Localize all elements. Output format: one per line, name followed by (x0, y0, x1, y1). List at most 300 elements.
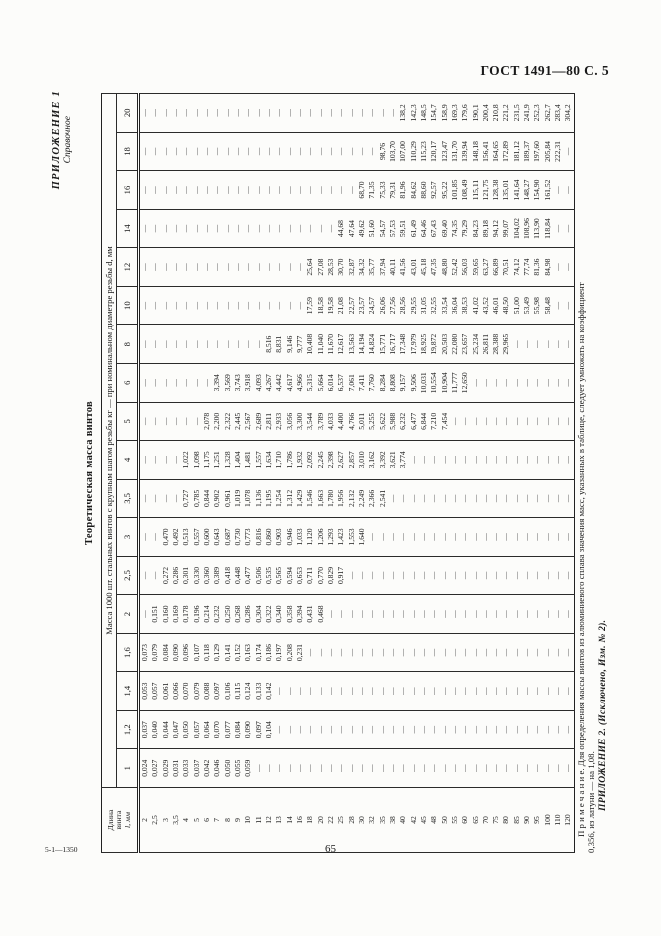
mass-cell: 7,454 (440, 402, 450, 441)
mass-cell: 1,098 (192, 441, 202, 480)
mass-cell: — (254, 132, 264, 171)
mass-cell: — (181, 325, 191, 364)
print-code: 5-1—1350 (45, 845, 78, 854)
mass-cell: — (254, 248, 264, 287)
mass-cell: — (285, 749, 295, 788)
mass-cell: 27,56 (388, 286, 398, 325)
mass-cell: — (171, 209, 181, 248)
mass-cell: — (171, 286, 181, 325)
mass-cell: 0,330 (192, 556, 202, 595)
mass-cell: — (563, 749, 574, 788)
mass-cell: 0,903 (274, 518, 284, 557)
mass-cell: 2,366 (367, 479, 377, 518)
mass-cell: 0,272 (161, 556, 171, 595)
mass-cell: 0,492 (171, 518, 181, 557)
mass-cell: 222,31 (553, 132, 563, 171)
mass-cell: — (139, 209, 151, 248)
mass-cell: 108,96 (522, 209, 532, 248)
mass-cell: — (264, 171, 274, 210)
mass-cell: — (192, 248, 202, 287)
mass-cell: 0,142 (264, 672, 274, 711)
mass-cell: 59,51 (398, 209, 408, 248)
mass-cell: 104,02 (512, 209, 522, 248)
mass-cell: — (367, 518, 377, 557)
mass-cell: 29,965 (501, 325, 511, 364)
mass-cell: — (543, 363, 553, 402)
mass-cell: 9,157 (398, 363, 408, 402)
mass-cell: 79,29 (460, 209, 470, 248)
mass-cell: — (471, 479, 481, 518)
mass-cell: 46,01 (491, 286, 501, 325)
mass-cell: 1,481 (243, 441, 253, 480)
mass-cell: — (398, 710, 408, 749)
mass-cell: — (378, 94, 388, 133)
mass-cell: — (347, 171, 357, 210)
mass-cell: — (460, 441, 470, 480)
mass-cell: 84,98 (543, 248, 553, 287)
table-row (532, 94, 542, 853)
mass-cell: 101,85 (450, 171, 460, 210)
mass-cell: — (512, 749, 522, 788)
mass-cell: — (563, 672, 574, 711)
mass-cell: — (409, 518, 419, 557)
diameter-header-cell: 3 (117, 518, 139, 557)
mass-cell: 32,87 (347, 248, 357, 287)
table-row (139, 94, 151, 853)
mass-cell: 0,358 (285, 595, 295, 634)
mass-cell: — (305, 710, 315, 749)
mass-cell: — (398, 595, 408, 634)
mass-cell: 0,077 (223, 710, 233, 749)
mass-cell: — (440, 749, 450, 788)
mass-cell: — (419, 595, 429, 634)
mass-cell: — (512, 672, 522, 711)
mass-cell: — (202, 171, 212, 210)
mass-cell: 1,663 (316, 479, 326, 518)
mass-cell: 0,053 (139, 672, 151, 711)
mass-cell: 115,23 (419, 132, 429, 171)
mass-cell: — (553, 633, 563, 672)
mass-cell: — (274, 209, 284, 248)
mass-cell: 161,52 (543, 171, 553, 210)
mass-cell: 0,829 (326, 556, 336, 595)
mass-cell: 99,07 (501, 209, 511, 248)
mass-cell: 2,933 (274, 402, 284, 441)
table-row (316, 94, 326, 853)
mass-cell: — (347, 710, 357, 749)
mass-cell: — (305, 749, 315, 788)
mass-cell: — (139, 171, 151, 210)
mass-cell: — (553, 209, 563, 248)
mass-cell: 108,49 (460, 171, 470, 210)
mass-cell: — (388, 518, 398, 557)
mass-cell: — (367, 633, 377, 672)
mass-cell: 121,75 (481, 171, 491, 210)
mass-cell: 148,27 (522, 171, 532, 210)
mass-cell: — (388, 672, 398, 711)
mass-cell: — (501, 672, 511, 711)
mass-cell: 0,389 (212, 556, 222, 595)
mass-cell: — (336, 132, 346, 171)
mass-cell: 75,33 (378, 171, 388, 210)
mass-cell: — (316, 209, 326, 248)
mass-cell: — (460, 556, 470, 595)
mass-cell: — (481, 595, 491, 634)
mass-table (101, 93, 575, 853)
mass-cell: — (139, 132, 151, 171)
mass-cell: 0,152 (233, 633, 243, 672)
mass-cell: 113,90 (532, 209, 542, 248)
mass-cell: — (274, 749, 284, 788)
mass-cell: 0,340 (274, 595, 284, 634)
mass-cell: — (233, 286, 243, 325)
mass-cell: 7,061 (347, 363, 357, 402)
mass-cell: 154,7 (429, 94, 439, 133)
mass-cell: 0,600 (202, 518, 212, 557)
mass-cell: — (264, 132, 274, 171)
mass-cell: — (543, 402, 553, 441)
mass-cell: 0,070 (212, 710, 222, 749)
mass-cell: — (532, 749, 542, 788)
mass-cell: — (367, 749, 377, 788)
mass-cell: — (563, 402, 574, 441)
mass-cell: — (553, 710, 563, 749)
mass-cell: 8,516 (264, 325, 274, 364)
footnote-line2: 0,356, из латуни — на 1,08. (585, 751, 596, 853)
mass-cell: 0,860 (264, 518, 274, 557)
mass-cell: — (171, 325, 181, 364)
length-row-header: 10 (243, 788, 253, 853)
mass-cell: 0,124 (243, 672, 253, 711)
mass-cell: — (553, 672, 563, 711)
mass-cell: — (398, 633, 408, 672)
diameter-header-cell: 8 (117, 325, 139, 364)
mass-cell: — (378, 595, 388, 634)
mass-cell: — (295, 749, 305, 788)
mass-cell: — (532, 325, 542, 364)
mass-cell: 0,042 (202, 749, 212, 788)
mass-cell: — (223, 325, 233, 364)
length-row-header: 50 (440, 788, 450, 853)
appendix-1-block (51, 90, 73, 189)
mass-cell: — (161, 94, 171, 133)
mass-cell: 0,513 (181, 518, 191, 557)
mass-cell: — (336, 171, 346, 210)
diameter-header-cell: 5 (117, 402, 139, 441)
mass-cell: — (139, 363, 151, 402)
mass-cell: — (274, 672, 284, 711)
mass-cell: — (563, 248, 574, 287)
mass-cell: — (481, 402, 491, 441)
length-row-header: 16 (295, 788, 305, 853)
mass-cell: — (491, 479, 501, 518)
mass-cell: 6,014 (326, 363, 336, 402)
mass-cell: — (316, 633, 326, 672)
mass-cell: 3,056 (285, 402, 295, 441)
length-row-header: 28 (347, 788, 357, 853)
mass-cell: — (563, 171, 574, 210)
mass-cell: — (192, 286, 202, 325)
mass-cell: 0,061 (161, 672, 171, 711)
mass-cell: 0,535 (264, 556, 274, 595)
mass-cell: 0,097 (254, 710, 264, 749)
mass-cell: — (367, 595, 377, 634)
table-row (295, 94, 305, 853)
mass-cell: 69,40 (440, 209, 450, 248)
mass-cell: 0,727 (181, 479, 191, 518)
table-row (512, 94, 522, 853)
mass-cell: — (161, 132, 171, 171)
mass-cell: — (532, 441, 542, 480)
mass-cell: 0,090 (243, 710, 253, 749)
mass-cell: — (553, 518, 563, 557)
mass-cell: 1,019 (233, 479, 243, 518)
mass-cell: 28,53 (326, 248, 336, 287)
mass-cell: — (212, 94, 222, 133)
mass-cell: 1,553 (347, 518, 357, 557)
mass-cell: 0,946 (285, 518, 295, 557)
mass-cell: 0,033 (181, 749, 191, 788)
mass-cell: — (481, 479, 491, 518)
mass-cell: 0,088 (202, 672, 212, 711)
mass-cell: — (481, 749, 491, 788)
mass-cell: — (326, 209, 336, 248)
mass-cell: 20,503 (440, 325, 450, 364)
length-row-header: 55 (450, 788, 460, 853)
mass-cell: 0,163 (243, 633, 253, 672)
mass-cell: — (398, 556, 408, 595)
mass-cell: 11,670 (326, 325, 336, 364)
mass-cell: — (150, 402, 160, 441)
mass-cell: — (563, 633, 574, 672)
mass-cell: — (378, 749, 388, 788)
mass-cell: — (295, 209, 305, 248)
mass-cell: 1,206 (316, 518, 326, 557)
mass-cell: 0,917 (336, 556, 346, 595)
table-row (285, 94, 295, 853)
mass-cell: 0,322 (264, 595, 274, 634)
mass-cell: — (161, 209, 171, 248)
mass-cell: 0,360 (202, 556, 212, 595)
mass-cell: — (378, 710, 388, 749)
mass-cell: 1,429 (295, 479, 305, 518)
mass-cell: 210,8 (491, 94, 501, 133)
length-row-header: 42 (409, 788, 419, 853)
mass-cell: 5,011 (357, 402, 367, 441)
mass-cell: — (512, 325, 522, 364)
length-row-header: 40 (398, 788, 408, 853)
length-row-header: 90 (522, 788, 532, 853)
mass-cell: — (553, 363, 563, 402)
mass-cell: — (295, 710, 305, 749)
mass-cell: 10,408 (305, 325, 315, 364)
mass-cell: — (223, 209, 233, 248)
mass-cell: 26,811 (481, 325, 491, 364)
mass-cell: — (139, 479, 151, 518)
mass-cell: — (316, 94, 326, 133)
mass-cell: 0,477 (243, 556, 253, 595)
diameter-header-cell: 1 (117, 749, 139, 788)
mass-cell: 189,37 (522, 132, 532, 171)
mass-cell: — (460, 710, 470, 749)
length-header-line2: винта (114, 810, 124, 830)
mass-cell: 6,537 (336, 363, 346, 402)
mass-cell: 0,141 (223, 633, 233, 672)
diameter-header-cell: 20 (117, 94, 139, 133)
mass-cell: — (440, 672, 450, 711)
mass-cell: 24,57 (367, 286, 377, 325)
mass-cell: — (274, 286, 284, 325)
mass-cell: — (388, 595, 398, 634)
mass-cell: 3,621 (388, 441, 398, 480)
length-row-header: 8 (223, 788, 233, 853)
mass-cell: 0,106 (223, 672, 233, 711)
mass-cell: — (522, 672, 532, 711)
mass-cell: — (563, 556, 574, 595)
mass-cell: 0,151 (150, 595, 160, 634)
mass-cell: — (419, 710, 429, 749)
mass-cell: 1,022 (181, 441, 191, 480)
mass-cell: — (285, 672, 295, 711)
mass-cell: — (171, 363, 181, 402)
mass-cell: 0,902 (212, 479, 222, 518)
mass-cell: — (491, 710, 501, 749)
mass-cell: 0,174 (254, 633, 264, 672)
mass-cell: 1,956 (336, 479, 346, 518)
mass-cell: — (254, 171, 264, 210)
mass-cell: — (171, 171, 181, 210)
mass-cell: — (171, 479, 181, 518)
mass-cell: — (243, 94, 253, 133)
mass-cell: — (409, 595, 419, 634)
mass-cell: 19,58 (326, 286, 336, 325)
mass-cell: — (202, 94, 212, 133)
diameter-header-cell: 12 (117, 248, 139, 287)
mass-cell: 43,01 (409, 248, 419, 287)
mass-cell: — (274, 710, 284, 749)
mass-cell: — (150, 325, 160, 364)
mass-cell: 0,027 (150, 749, 160, 788)
mass-cell: — (409, 441, 419, 480)
mass-cell: — (326, 132, 336, 171)
mass-cell: — (429, 710, 439, 749)
length-row-header: 2 (139, 788, 151, 853)
mass-cell: 0,079 (150, 633, 160, 672)
mass-cell: — (409, 479, 419, 518)
appendix-2-line: ПРИЛОЖЕНИЕ 2. (Исключено, Изм. № 2). (598, 619, 608, 811)
mass-cell: 1,251 (212, 441, 222, 480)
mass-cell: — (295, 672, 305, 711)
length-row-header: 9 (233, 788, 243, 853)
mass-cell: — (181, 286, 191, 325)
mass-cell: 1,780 (326, 479, 336, 518)
mass-cell: — (150, 132, 160, 171)
mass-cell: — (429, 441, 439, 480)
mass-cell: — (233, 94, 243, 133)
mass-cell: — (254, 286, 264, 325)
mass-cell: — (285, 209, 295, 248)
mass-cell: — (543, 518, 553, 557)
mass-cell: — (161, 286, 171, 325)
mass-cell: 28,56 (398, 286, 408, 325)
table-row (347, 94, 357, 853)
mass-cell: 0,097 (212, 672, 222, 711)
mass-cell: 3,394 (212, 363, 222, 402)
mass-cell: — (161, 325, 171, 364)
mass-cell: — (274, 132, 284, 171)
mass-cell: 10,554 (429, 363, 439, 402)
diameter-header-row (117, 94, 139, 853)
mass-cell: 135,01 (501, 171, 511, 210)
mass-cell: 0,470 (161, 518, 171, 557)
mass-cell: 51,60 (367, 209, 377, 248)
table-subtitle: Масса 1000 шт. стальных винтов с крупным шагом резьбы кг — при номинальном диаметре резьбы d, мм (102, 94, 117, 788)
mass-cell: 41,56 (398, 248, 408, 287)
mass-cell: — (243, 209, 253, 248)
mass-cell: — (522, 479, 532, 518)
mass-cell: 231,5 (512, 94, 522, 133)
mass-cell: 26,06 (378, 286, 388, 325)
mass-cell: — (450, 710, 460, 749)
mass-cell: — (357, 94, 367, 133)
length-row-header: 20 (316, 788, 326, 853)
mass-cell: 8,831 (274, 325, 284, 364)
mass-cell: — (429, 595, 439, 634)
mass-cell: 1,254 (274, 479, 284, 518)
mass-cell: — (357, 595, 367, 634)
mass-cell: 3,569 (223, 363, 233, 402)
mass-cell: — (181, 171, 191, 210)
mass-cell: — (501, 595, 511, 634)
mass-cell: — (326, 672, 336, 711)
mass-cell: 25,234 (471, 325, 481, 364)
mass-cell: 2,567 (243, 402, 253, 441)
mass-cell: — (553, 479, 563, 518)
mass-cell: — (471, 556, 481, 595)
length-row-header: 35 (378, 788, 388, 853)
mass-cell: 0,037 (139, 710, 151, 749)
mass-cell: — (150, 518, 160, 557)
mass-cell: — (563, 363, 574, 402)
mass-cell: 0,024 (139, 749, 151, 788)
mass-cell: — (243, 132, 253, 171)
mass-cell: — (264, 209, 274, 248)
mass-cell: — (501, 749, 511, 788)
mass-cell: 56,03 (460, 248, 470, 287)
mass-cell: 94,12 (491, 209, 501, 248)
mass-cell: 148,5 (419, 94, 429, 133)
mass-cell: — (274, 248, 284, 287)
diameter-header-cell: 18 (117, 132, 139, 171)
mass-cell: — (139, 248, 151, 287)
mass-cell: 12,650 (460, 363, 470, 402)
mass-cell: — (522, 633, 532, 672)
mass-cell: — (419, 633, 429, 672)
mass-cell: — (202, 132, 212, 171)
mass-cell: — (233, 248, 243, 287)
mass-cell: 2,627 (336, 441, 346, 480)
table-row (522, 94, 532, 853)
mass-cell: — (471, 518, 481, 557)
mass-cell: — (481, 556, 491, 595)
table-row (419, 94, 429, 853)
mass-cell: 4,617 (285, 363, 295, 402)
mass-cell: 2,689 (254, 402, 264, 441)
mass-cell: 84,62 (409, 171, 419, 210)
mass-cell: 14,824 (367, 325, 377, 364)
mass-cell: 2,245 (316, 441, 326, 480)
mass-cell: — (522, 325, 532, 364)
